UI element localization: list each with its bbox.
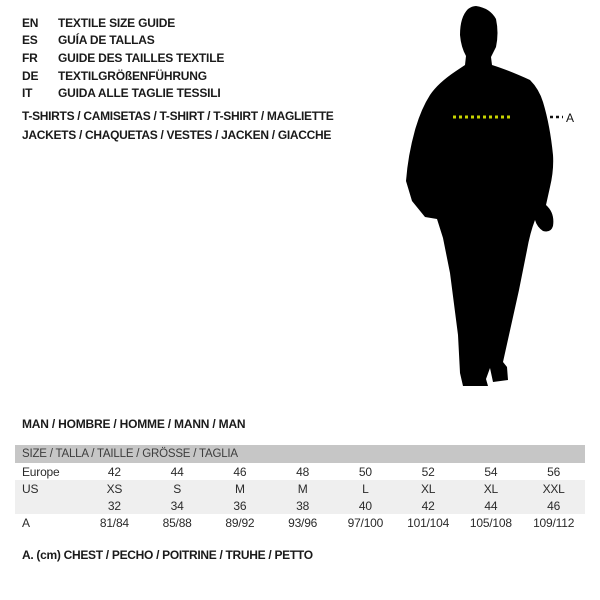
section-title-man: MAN / HOMBRE / HOMME / MANN / MAN xyxy=(22,417,246,431)
size-cell: 38 xyxy=(296,498,310,513)
size-cell: 85/88 xyxy=(162,515,192,530)
size-cell: 48 xyxy=(296,464,310,479)
language-label: TEXTILE SIZE GUIDE xyxy=(58,15,176,30)
size-cell: 89/92 xyxy=(225,515,255,530)
table-row-numeric xyxy=(15,497,585,514)
size-cell: 56 xyxy=(547,464,561,479)
language-row-en xyxy=(22,14,224,32)
measure-label-a: A xyxy=(566,111,575,125)
product-type-jackets: JACKETS / CHAQUETAS / VESTES / JACKEN / GIACCHE xyxy=(22,127,332,142)
table-row-europe xyxy=(15,463,585,480)
man-silhouette-figure xyxy=(403,5,578,397)
language-code: FR xyxy=(22,50,38,65)
silhouette-svg xyxy=(403,5,578,397)
size-cell: 109/112 xyxy=(533,515,575,530)
language-code: IT xyxy=(22,86,33,101)
size-cell: 54 xyxy=(484,464,498,479)
size-cell: 42 xyxy=(421,498,435,513)
size-cell: XL xyxy=(483,481,499,496)
row-label: A xyxy=(22,515,30,530)
size-cell: 50 xyxy=(358,464,372,479)
size-cell: XXL xyxy=(542,481,565,496)
size-cell: XS xyxy=(106,481,123,496)
size-cell: 46 xyxy=(233,464,247,479)
language-code: ES xyxy=(22,33,38,48)
size-cell: 40 xyxy=(358,498,372,513)
product-types xyxy=(22,107,334,144)
row-label: Europe xyxy=(22,464,60,479)
size-cell: 93/96 xyxy=(288,515,318,530)
size-cell: XL xyxy=(420,481,436,496)
language-row-de xyxy=(22,67,224,85)
size-cell: M xyxy=(297,481,308,496)
size-cell: 52 xyxy=(421,464,435,479)
size-cell: L xyxy=(362,481,369,496)
language-legend xyxy=(22,14,224,102)
language-label: TEXTILGRÖßENFÜHRUNG xyxy=(58,68,207,83)
product-type-tshirts: T-SHIRTS / CAMISETAS / T-SHIRT / T-SHIRT / MAGLIETTE xyxy=(22,109,334,123)
size-cell: 32 xyxy=(107,498,121,513)
size-cell: 34 xyxy=(170,498,184,513)
size-table-header: SIZE / TALLA / TAILLE / GRÖSSE / TAGLIA xyxy=(15,445,585,463)
footnote-chest: A. (cm) CHEST / PECHO / POITRINE / TRUHE / PETTO xyxy=(22,548,313,562)
size-cell: S xyxy=(173,481,182,496)
size-cell: 46 xyxy=(547,498,561,513)
size-cell: 36 xyxy=(233,498,247,513)
size-cell: 101/104 xyxy=(407,515,450,530)
row-label: US xyxy=(22,481,39,496)
language-label: GUÍA DE TALLAS xyxy=(58,33,155,48)
table-row-us xyxy=(15,480,585,497)
language-row-it xyxy=(22,84,224,102)
language-code: EN xyxy=(22,15,39,30)
size-table xyxy=(15,445,585,531)
size-cell: 44 xyxy=(170,464,184,479)
man-silhouette-shape xyxy=(406,6,553,386)
language-label: GUIDA ALLE TAGLIE TESSILI xyxy=(58,86,221,101)
size-cell: 105/108 xyxy=(469,515,512,530)
language-code: DE xyxy=(22,68,39,83)
table-row-chest-a xyxy=(15,514,585,531)
size-cell: 97/100 xyxy=(347,515,384,530)
size-cell: 42 xyxy=(107,464,121,479)
language-row-fr xyxy=(22,49,224,67)
size-cell: 44 xyxy=(484,498,498,513)
language-label: GUIDE DES TAILLES TEXTILE xyxy=(58,50,225,65)
language-row-es xyxy=(22,32,224,50)
size-cell: 81/84 xyxy=(99,515,129,530)
size-cell: M xyxy=(234,481,245,496)
